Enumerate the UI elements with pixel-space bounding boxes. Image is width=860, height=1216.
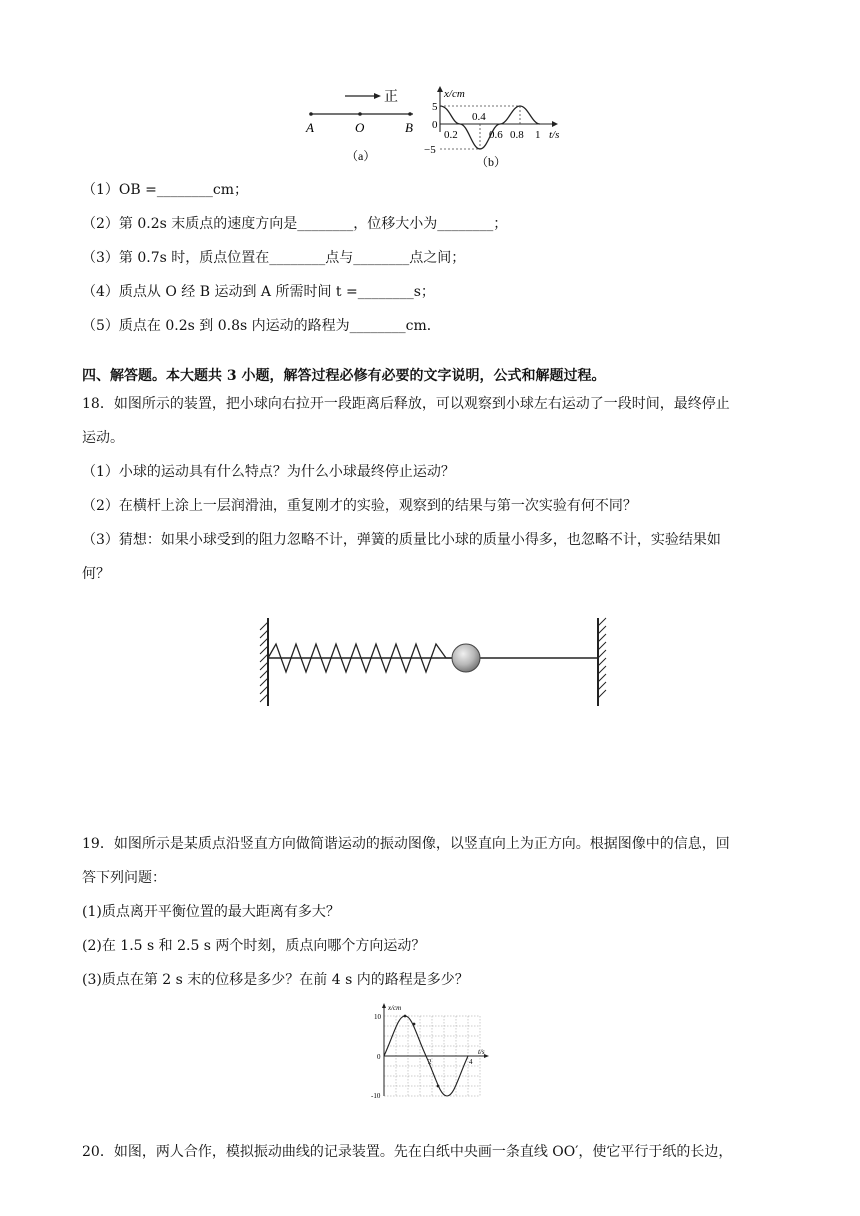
x-tick-1: 1 — [535, 129, 541, 141]
point-o-label: O — [355, 120, 365, 135]
figure-a-caption: （a） — [346, 149, 376, 163]
q19-stem-line-2: 答下列问题： — [82, 870, 166, 886]
section-4-heading: 四、解答题。本大题共 3 小题，解答过程必修有必要的文字说明，公式和解题过程。 — [82, 368, 606, 384]
y-tick-zero: 0 — [432, 119, 438, 131]
x-tick-0-4: 0.4 — [472, 111, 486, 123]
spring-ball-figure — [258, 614, 610, 710]
x-axis-label: t/s — [549, 129, 560, 141]
point-b-label: B — [405, 120, 413, 135]
x-tick-0-8: 0.8 — [510, 129, 524, 141]
q18-stem-line-1: 18．如图所示的装置，把小球向右拉开一段距离后释放，可以观察到小球左右运动了一段时间，最终停止 — [82, 396, 730, 412]
x-tick-0-2: 0.2 — [444, 129, 458, 141]
q19-y-tick-bottom: -10 — [371, 1092, 381, 1098]
q17-item-4: （4）质点从 O 经 B 运动到 A 所需时间 t =________s； — [82, 284, 435, 300]
q19-item-2: (2)在 1.5 s 和 2.5 s 两个时刻，质点向哪个方向运动？ — [82, 938, 426, 954]
q18-item-2: （2）在横杆上涂上一层润滑油，重复刚才的实验，观察到的结果与第一次实验有何不同？ — [82, 498, 637, 514]
q19-item-1: (1)质点离开平衡位置的最大距离有多大？ — [82, 904, 340, 920]
q17-item-5: （5）质点在 0.2s 到 0.8s 内运动的路程为________cm． — [82, 318, 441, 334]
sine-curve — [440, 106, 540, 149]
q19-stem-line-1: 19．如图所示是某质点沿竖直方向做简谐运动的振动图像，以竖直向上为正方向。根据图像中的信息，回 — [82, 836, 730, 852]
q19-x-axis-label: t/s — [478, 1048, 485, 1056]
q19-y-axis-label: x/cm — [388, 1004, 402, 1012]
figure-b-vibration-graph — [424, 84, 574, 174]
q18-item-3-line-1: （3）猜想：如果小球受到的阻力忽略不计，弹簧的质量比小球的质量小得多，也忽略不计，实验结果如 — [82, 532, 721, 548]
q18-stem-line-2: 运动。 — [82, 430, 124, 446]
x-tick-0-6: 0.6 — [489, 129, 503, 141]
q18-item-1: （1）小球的运动具有什么特点？为什么小球最终停止运动？ — [82, 464, 455, 480]
q19-y-tick-zero: 0 — [377, 1053, 381, 1061]
q19-x-tick-2: 2 — [428, 1058, 432, 1066]
figure-a-number-line — [300, 84, 425, 170]
q19-vibration-graph — [364, 1000, 492, 1098]
q19-y-tick-top: 10 — [374, 1013, 381, 1021]
q18-item-3-line-2: 何？ — [82, 566, 110, 582]
y-tick-top: 5 — [432, 101, 438, 113]
y-tick-bottom: −5 — [424, 144, 436, 156]
figure-b-caption: （b） — [476, 155, 507, 169]
ball — [452, 644, 480, 672]
y-axis-label: x/cm — [444, 88, 465, 100]
direction-label: 正 — [384, 90, 398, 105]
q17-item-3: （3）第 0.7s 时，质点位置在________点与________点之间； — [82, 250, 466, 266]
q20-stem-line-1: 20．如图，两人合作，模拟振动曲线的记录装置。先在白纸中央画一条直线 OO′，使它平行于纸的长边， — [82, 1144, 733, 1160]
point-a-label: A — [306, 120, 314, 135]
q19-x-tick-4: 4 — [469, 1058, 473, 1066]
q19-item-3: (3)质点在第 2 s 末的位移是多少？在前 4 s 内的路程是多少？ — [82, 972, 469, 988]
q17-item-1: （1）OB =________cm； — [82, 182, 248, 198]
q17-item-2: （2）第 0.2s 末质点的速度方向是________，位移大小为________； — [82, 216, 508, 232]
